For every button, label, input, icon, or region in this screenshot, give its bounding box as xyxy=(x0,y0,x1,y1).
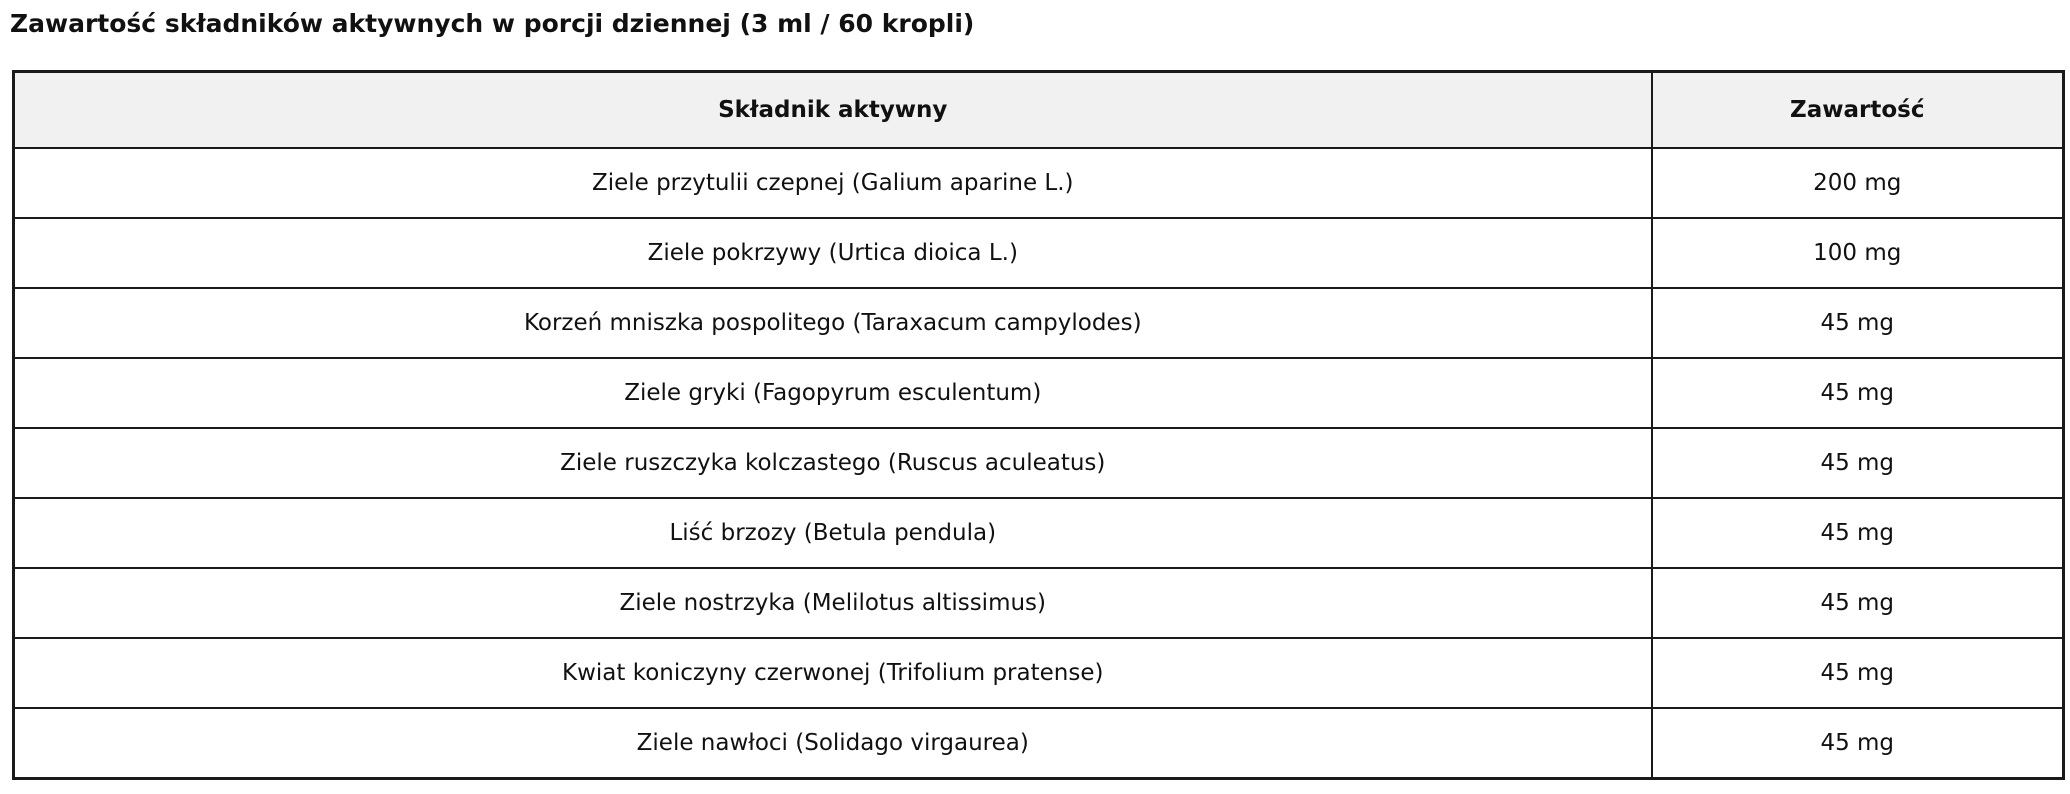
amount-cell: 45 mg xyxy=(1652,638,2064,708)
ingredient-cell: Korzeń mniszka pospolitego (Taraxacum campylodes) xyxy=(14,288,1652,358)
table-row xyxy=(14,218,2064,288)
table-row xyxy=(14,708,2064,779)
table-row xyxy=(14,148,2064,218)
amount-cell: 45 mg xyxy=(1652,358,2064,428)
amount-cell: 45 mg xyxy=(1652,428,2064,498)
table-body xyxy=(14,148,2064,779)
header-row xyxy=(14,72,2064,149)
table-row xyxy=(14,358,2064,428)
table-row xyxy=(14,288,2064,358)
page-title: Zawartość składników aktywnych w porcji dziennej (3 ml / 60 kropli) xyxy=(10,9,975,38)
ingredient-cell: Kwiat koniczyny czerwonej (Trifolium pratense) xyxy=(14,638,1652,708)
table-row xyxy=(14,428,2064,498)
ingredient-cell: Ziele gryki (Fagopyrum esculentum) xyxy=(14,358,1652,428)
ingredient-cell: Ziele pokrzywy (Urtica dioica L.) xyxy=(14,218,1652,288)
column-header-ingredient: Składnik aktywny xyxy=(14,72,1652,149)
amount-cell: 45 mg xyxy=(1652,568,2064,638)
amount-cell: 45 mg xyxy=(1652,288,2064,358)
ingredients-table xyxy=(12,70,2065,780)
table-header xyxy=(14,72,2064,149)
amount-cell: 45 mg xyxy=(1652,708,2064,779)
ingredient-cell: Ziele ruszczyka kolczastego (Ruscus aculeatus) xyxy=(14,428,1652,498)
amount-cell: 45 mg xyxy=(1652,498,2064,568)
ingredient-cell: Ziele nawłoci (Solidago virgaurea) xyxy=(14,708,1652,779)
ingredient-cell: Ziele przytulii czepnej (Galium aparine L.) xyxy=(14,148,1652,218)
column-header-amount: Zawartość xyxy=(1652,72,2064,149)
ingredient-cell: Ziele nostrzyka (Melilotus altissimus) xyxy=(14,568,1652,638)
ingredient-cell: Liść brzozy (Betula pendula) xyxy=(14,498,1652,568)
amount-cell: 100 mg xyxy=(1652,218,2064,288)
table-row xyxy=(14,498,2064,568)
table-row xyxy=(14,568,2064,638)
amount-cell: 200 mg xyxy=(1652,148,2064,218)
table-row xyxy=(14,638,2064,708)
